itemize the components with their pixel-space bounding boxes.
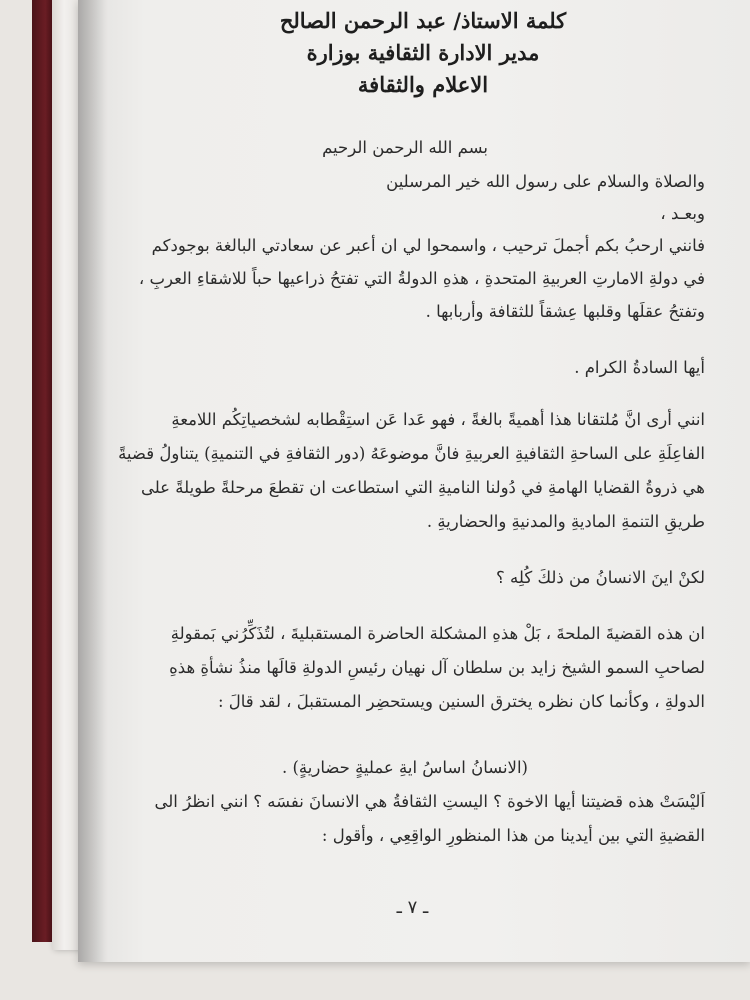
question-line: لكنْ اينَ الانسانُ من ذلكَ كُلِه ؟ xyxy=(496,568,705,587)
heading-line-3: الاعلام والثقافة xyxy=(357,72,489,97)
paragraph-2-line-2: الفاعِلَةِ على الساحةِ الثقافيةِ العربيةِ فانَّ موضوعَهُ (دور الثقافةِ في التنميةِ) يتناولُ قضيةً xyxy=(118,444,705,463)
paragraph-2-line-1: انني أرى انَّ مُلتقانا هذا أهميةً بالغةً ، فهو عَدا عَن استِقْطابه لشخصياتِكُم اللامعةِ xyxy=(171,410,705,429)
heading-line-1: كلمة الاستاذ/ عبد الرحمن الصالح xyxy=(279,8,567,33)
paragraph-4-line-2: القضيةِ التي بين أيدينا من هذا المنظورِ الواقِعِي ، وأقول : xyxy=(321,826,705,845)
salat-line: والصلاة والسلام على رسول الله خير المرسلين xyxy=(386,172,705,191)
paragraph-3-line-3: الدولةِ ، وكأنما كان نظره يخترق السنين ويستحضِر المستقبلَ ، لقد قالَ : xyxy=(217,692,705,711)
paragraph-1-line-2: في دولةِ الامارتِ العربيةِ المتحدةِ ، هذهِ الدولةُ التي تفتحُ ذراعيها حباً للاشقاءِ العربِ ، xyxy=(138,269,705,288)
paragraph-2-line-4: طريقِ التنمةِ الماديةِ والمدنيةِ والحضاريةِ . xyxy=(426,512,705,531)
paragraph-2-line-3: هي ذروةُ القضايا الهامةِ في دُولنا الناميةِ التي استطاعت ان تقطعَ مرحلةً طويلةً على xyxy=(140,478,705,497)
heading-line-2: مدير الادارة الثقافية بوزارة xyxy=(306,40,540,65)
paragraph-1-line-3: وتفتحُ عقلَها وقلبها عِشقاً للثقافة وأربابها . xyxy=(425,302,705,321)
quote-line: (الانسانُ اساسُ ايةِ عمليةٍ حضاريةٍ) . xyxy=(281,758,528,777)
sadah-line: أيها السادةُ الكرام . xyxy=(574,358,705,377)
wabaad-line: وبعـد ، xyxy=(660,204,705,223)
basmala: بسم الله الرحمن الرحيم xyxy=(322,138,488,157)
page-number: ـ ٧ ـ xyxy=(396,897,429,918)
paragraph-4-line-1: اَليْسَتْ هذه قضيتنا أيها الاخوة ؟ اليستِ الثقافةُ هي الانسانَ نفسَه ؟ انني انظرُ الى xyxy=(154,792,705,811)
paragraph-3-line-1: ان هذه القضيةَ الملحةَ ، بَلْ هذهِ المشكلة الحاضرة المستقبليةَ ، لتُذَكِّرُني بَمقولةِ xyxy=(170,624,705,643)
paragraph-3-line-2: لصاحبِ السمو الشيخ زايد بن سلطان آل نهيان رئيسِ الدولةِ قالَها منذُ نشأةِ هذهِ xyxy=(169,658,705,677)
paragraph-1-line-1: فانني ارحبُ بكم أجملَ ترحيب ، واسمحوا لي ان أعبر عن سعادتي البالغة بوجودكم xyxy=(151,236,705,255)
page-text xyxy=(100,0,725,962)
